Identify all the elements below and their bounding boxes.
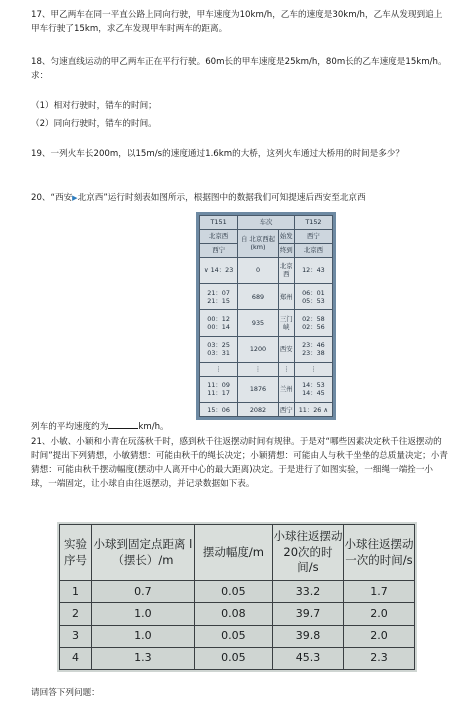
tt-cell: 21：07 21：15 [200, 284, 238, 310]
question-18: 18、匀速直线运动的甲乙两车正在平行行驶。60m长的甲车速度是25km/h，80m长的乙车速度是15km/h。求： [31, 57, 447, 81]
ex-header: 实验序号 [60, 525, 92, 581]
tt-cell: 15：06 [200, 403, 238, 417]
tt-cell: 自 北京西起 (km) [238, 229, 279, 257]
tt-head-t152: T152 [294, 216, 332, 230]
table-row [200, 284, 333, 310]
ex-cell: 2 [60, 603, 92, 625]
q20-text-start: 20、“西安 [31, 193, 73, 203]
ex-cell: 0.05 [194, 625, 272, 647]
question-21: 21、小敏、小颖和小青在玩荡秋千时，感到秋千往返摆动时间有规律。于是对“哪些因素决定秋千往返摆动的时间”提出下列猜想，小敏猜想：可能由秋千的绳长决定；小颖猜想：可能由人与秋千坐垫的总质量决定；小青猜想：可能由秋千摆动幅度(摆动中人离开中心的最大距离)决定。于是进行了如图实验，一细绳一端拴一小球，一端固定，让小球自由往返摆动，并记录数据如下表。 [31, 437, 448, 489]
tt-cell: ⋮ [200, 362, 238, 376]
timetable-photo [196, 212, 336, 420]
ex-cell: 39.7 [272, 603, 343, 625]
ex-cell: 2.0 [343, 603, 414, 625]
table-row [200, 257, 333, 283]
table-row [60, 603, 415, 625]
arrow-icon: ▶ [72, 194, 78, 202]
tt-cell: 西宁 [200, 243, 238, 257]
tt-head-train: 车次 [238, 216, 295, 230]
tt-cell: 北京西 [278, 257, 294, 283]
table-row [60, 625, 415, 647]
tt-head-t151: T151 [200, 216, 238, 230]
table-row [60, 581, 415, 603]
tt-cell: 兰州 [278, 376, 294, 402]
question-20 [31, 192, 449, 206]
ex-cell: 0.05 [194, 581, 272, 603]
tt-cell: 始发 [278, 229, 294, 243]
tt-cell: 00：12 00：14 [200, 310, 238, 336]
q20-answer-unit: km/h。 [138, 422, 169, 432]
ex-cell: 3 [60, 625, 92, 647]
ex-cell: 1.0 [91, 625, 194, 647]
tt-cell: 1876 [238, 376, 279, 402]
table-row [200, 376, 333, 402]
tt-cell: 西宁 [294, 229, 332, 243]
ex-header: 小球到固定点距离 l（摆长）/m [91, 525, 194, 581]
tt-cell: ⋮ [278, 362, 294, 376]
ex-cell: 33.2 [272, 581, 343, 603]
experiment-table [59, 524, 415, 670]
q20-answer-prefix: 列车的平均速度约为 [31, 422, 109, 432]
ex-cell: 45.3 [272, 647, 343, 669]
tt-cell: 2082 [238, 403, 279, 417]
tt-cell: 689 [238, 284, 279, 310]
tt-cell: 02：58 02：56 [294, 310, 332, 336]
ex-cell: 1.7 [343, 581, 414, 603]
tt-cell: 终到 [278, 243, 294, 257]
tt-cell: 06：01 05：53 [294, 284, 332, 310]
ex-cell: 2.3 [343, 647, 414, 669]
tt-cell: ⋮ [238, 362, 279, 376]
tt-cell: 0 [238, 257, 279, 283]
table-row [200, 362, 333, 376]
table-row [200, 336, 333, 362]
tt-cell: 12：43 [294, 257, 332, 283]
tt-cell: 西安 [278, 336, 294, 362]
tt-cell: 935 [238, 310, 279, 336]
ex-cell: 0.05 [194, 647, 272, 669]
ex-cell: 1 [60, 581, 92, 603]
answer-blank[interactable] [108, 419, 138, 429]
question-22-intro: 请回答下列问题： [31, 688, 100, 698]
tt-cell: 03：25 03：31 [200, 336, 238, 362]
question-20-answer-line [31, 419, 449, 435]
ex-cell: 0.08 [194, 603, 272, 625]
ex-header: 小球往返摆动20次的时间/s [272, 525, 343, 581]
ex-cell: 0.7 [91, 581, 194, 603]
question-18-part-1: （1）相对行驶时，错车的时间； [31, 101, 157, 111]
tt-cell: ⋮ [294, 362, 332, 376]
table-row [200, 403, 333, 417]
table-row [200, 310, 333, 336]
tt-cell: 1200 [238, 336, 279, 362]
ex-header: 小球往返摆动一次的时间/s [343, 525, 414, 581]
question-17: 17、甲乙两车在同一平直公路上同向行驶，甲车速度为10km/h，乙车的速度是30km/h，乙车从发现到追上甲车行驶了15km，求乙车发现甲车时两车的距离。 [31, 10, 443, 34]
tt-cell: 三门峡 [278, 310, 294, 336]
tt-cell: 11：09 11：17 [200, 376, 238, 402]
ex-cell: 39.8 [272, 625, 343, 647]
ex-header: 摆动幅度/m [194, 525, 272, 581]
ex-cell: 1.3 [91, 647, 194, 669]
timetable [199, 215, 333, 417]
ex-cell: 4 [60, 647, 92, 669]
tt-cell: 郑州 [278, 284, 294, 310]
table-row [60, 647, 415, 669]
tt-cell: 北京西 [200, 229, 238, 243]
tt-cell: 北京西 [294, 243, 332, 257]
ex-cell: 1.0 [91, 603, 194, 625]
tt-cell: 西宁 [278, 403, 294, 417]
tt-cell: 11：26 ∧ [294, 403, 332, 417]
q20-text-end: 北京西”运行时刻表如图所示，根据图中的数据我们可知提速后西安至北京西 [77, 193, 366, 203]
experiment-table-photo [57, 522, 417, 672]
tt-cell: 23：46 23：38 [294, 336, 332, 362]
ex-cell: 2.0 [343, 625, 414, 647]
question-19: 19、一列火车长200m，以15m/s的速度通过1.6km的大桥，这列火车通过大桥用的时间是多少？ [31, 149, 404, 159]
question-18-part-2: （2）同向行驶时，错车的时间。 [31, 119, 157, 129]
tt-cell: ∨ 14：23 [200, 257, 238, 283]
tt-cell: 14：53 14：45 [294, 376, 332, 402]
